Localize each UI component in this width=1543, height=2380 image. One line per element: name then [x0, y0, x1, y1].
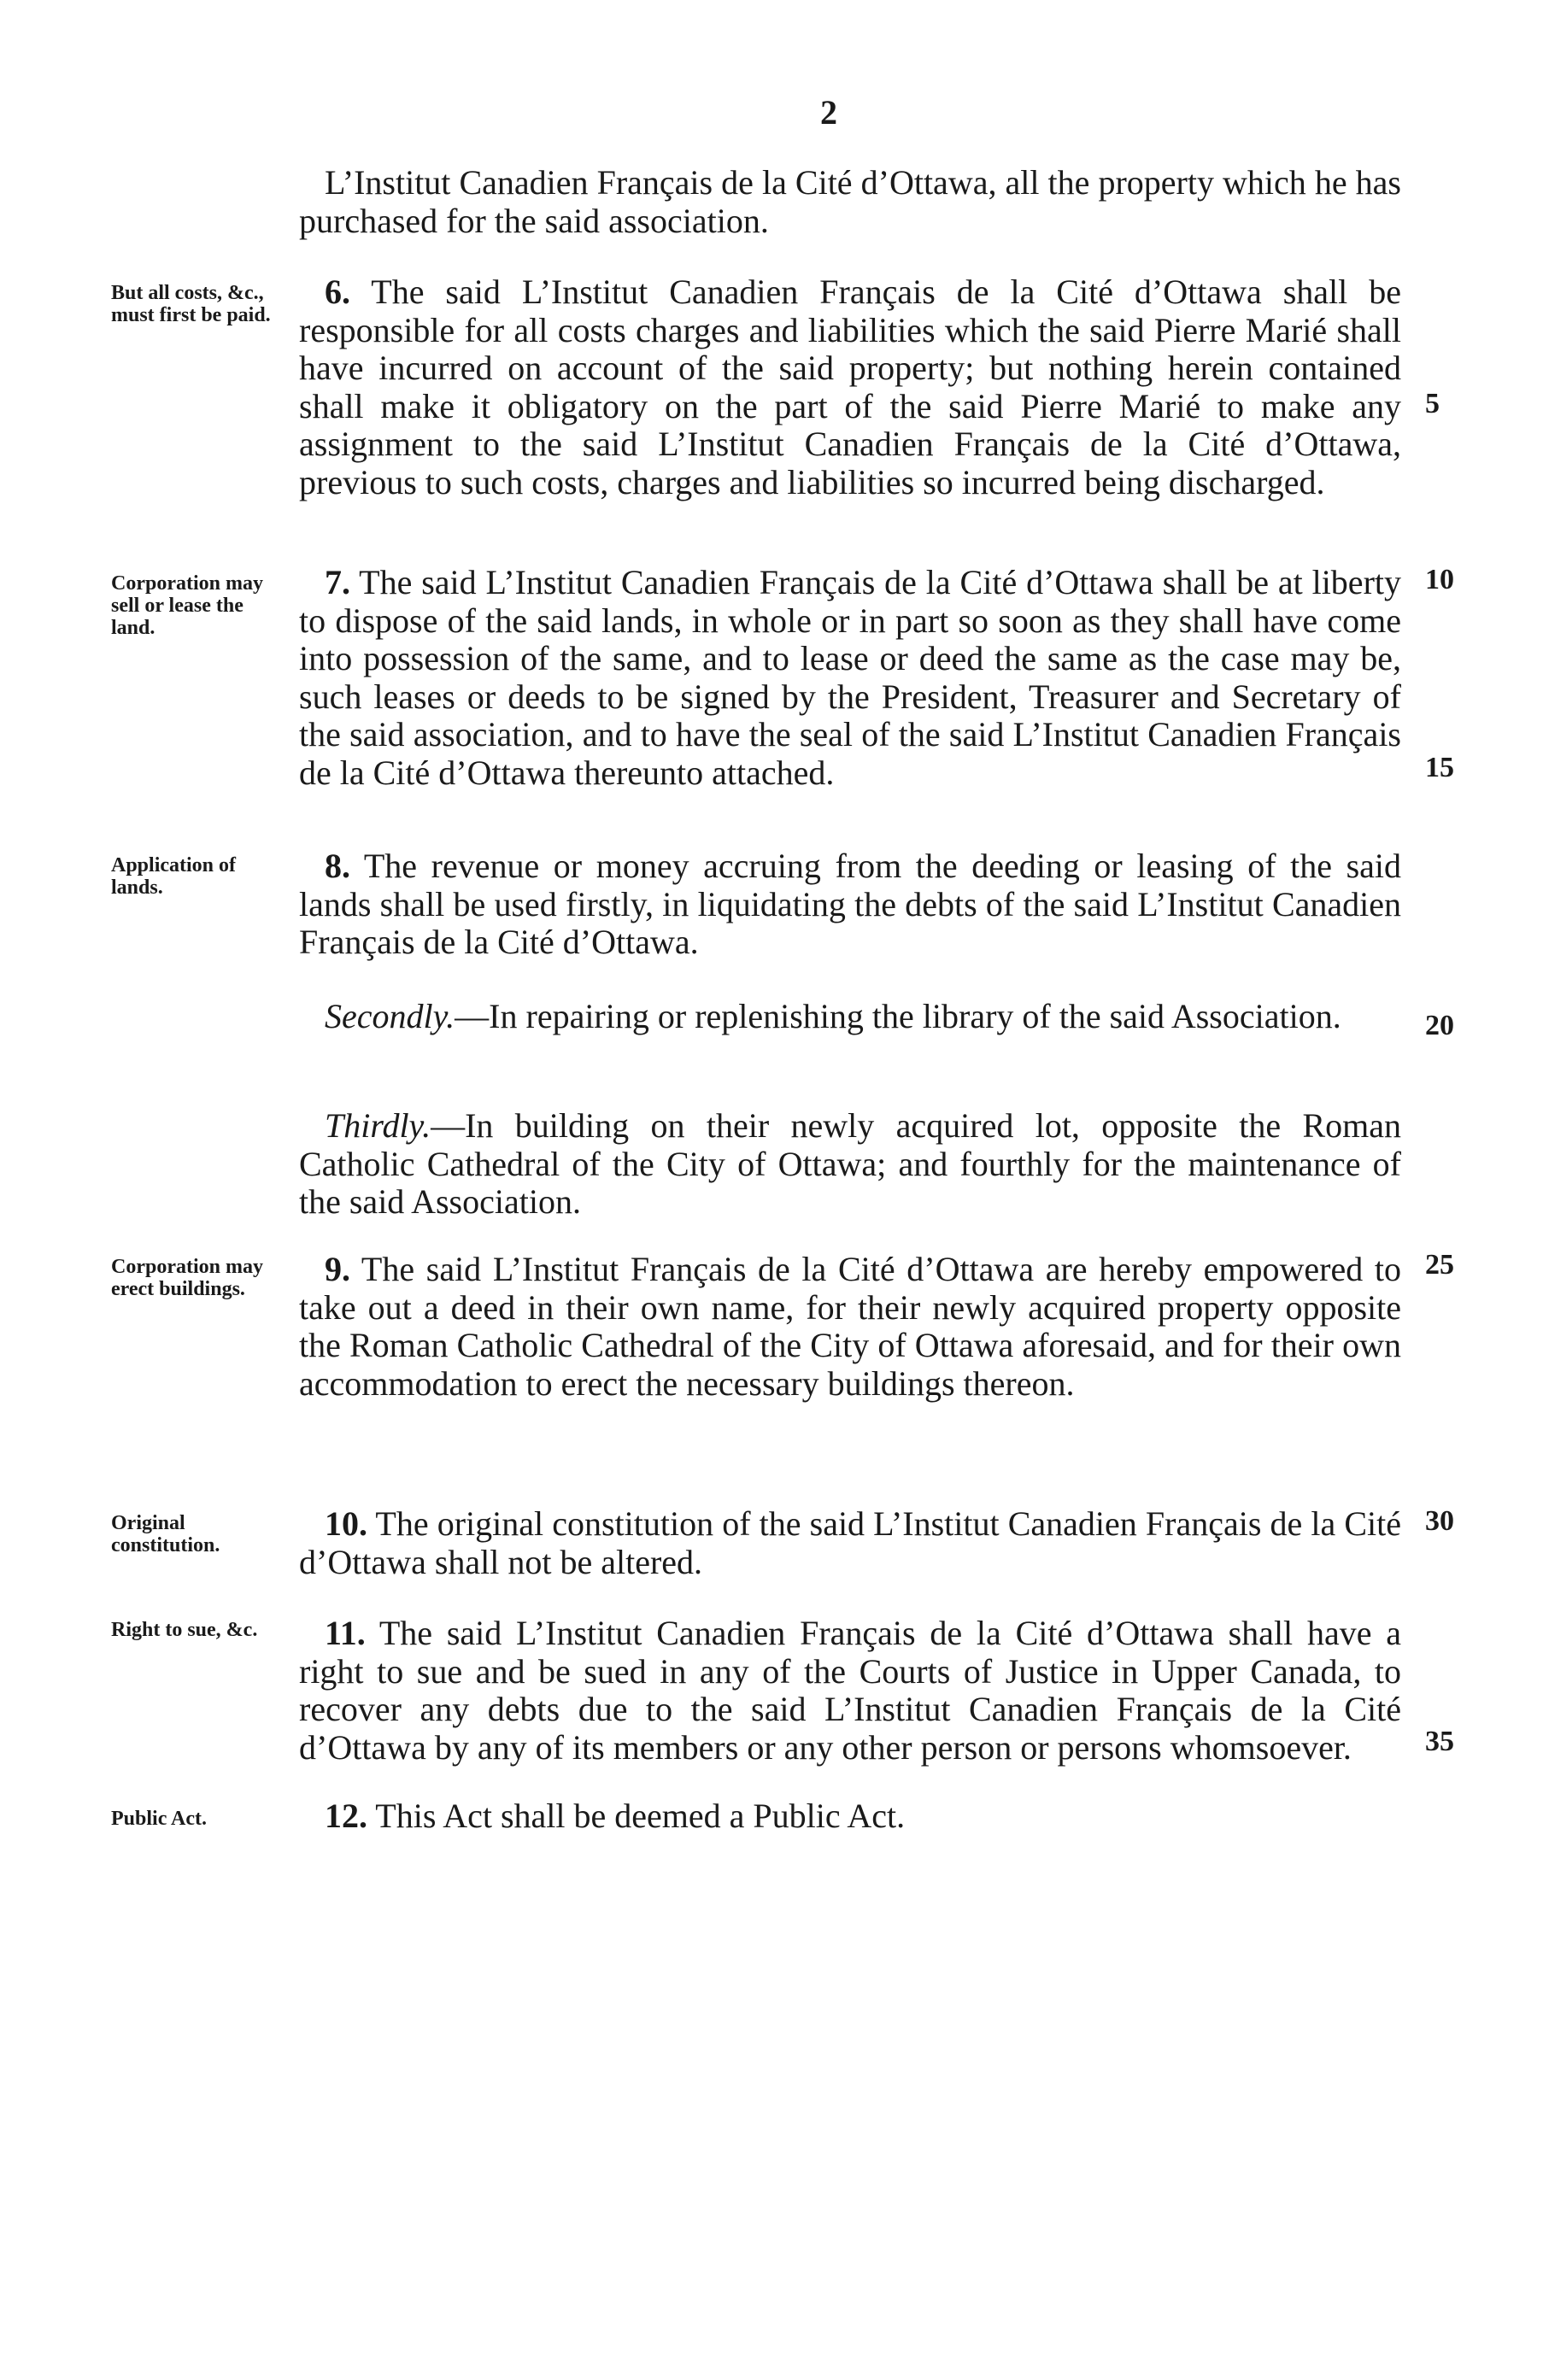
section-6 — [299, 273, 1401, 501]
section-8 — [299, 847, 1401, 962]
section-7-text: The said L’Institut Canadien Français de la Cité d’Ottawa shall be at liberty to dispose of the said lands, in whole or in part so soon as they shall have come into possession of the same, and to lease or deed the same as the case may be, such leases or deeds to be signed by the President, Treasurer and Secretary of the said association, and to have the seal of the said L’Institut Canadien Français de la Cité d’Ottawa thereunto attached. — [299, 563, 1401, 792]
margin-note-section-12: Public Act. — [111, 1808, 207, 1830]
section-8-text: The revenue or money accruing from the deeding or leasing of the said lands shall be used firstly, in liquidating the debts of the said L’Institut Canadien Français de la Cité d’Ottawa. — [299, 847, 1402, 961]
section-10 — [299, 1505, 1401, 1581]
line-number-30: 30 — [1425, 1505, 1454, 1537]
section-10-text: The original constitution of the said L’Institut Canadien Français de la Cité d’Ottawa shall not be altered. — [299, 1504, 1401, 1581]
margin-note-section-7: Corporation may sell or lease the land. — [111, 572, 263, 639]
secondly-paragraph — [299, 998, 1401, 1036]
section-11-text: The said L’Institut Canadien Français de la Cité d’Ottawa shall have a right to sue and be sued in any of the Courts of Justice in Upper Canada, to recover any debts due to the said L’Institut Canadien Français de la Cité d’Ottawa by any of its members or any other person or persons whomsoever. — [299, 1614, 1401, 1767]
section-9-number: 9. — [325, 1250, 350, 1288]
line-number-5: 5 — [1425, 388, 1440, 419]
section-8-number: 8. — [325, 847, 350, 885]
section-6-text: The said L’Institut Canadien Français de la Cité d’Ottawa shall be responsible for all costs charges and liabilities which the said Pierre Marié shall have incurred on account of the said property; but nothing herein contained shall make it obligatory on the part of the said Pierre Marié to make any assignment to the said L’Institut Canadien Français de la Cité d’Ottawa, previous to such costs, charges and liabilities so incurred being discharged. — [299, 273, 1402, 501]
line-number-35: 35 — [1425, 1726, 1454, 1757]
section-12-text: This Act shall be deemed a Public Act. — [375, 1797, 906, 1835]
section-6-number: 6. — [325, 273, 350, 311]
section-7-number: 7. — [325, 563, 350, 601]
section-12-number: 12. — [325, 1797, 367, 1835]
secondly-text: —In repairing or replenishing the library of the said Association. — [455, 997, 1341, 1035]
section-11 — [299, 1615, 1401, 1767]
section-10-number: 10. — [325, 1504, 367, 1543]
thirdly-lead: Thirdly. — [325, 1106, 431, 1145]
thirdly-text: —In building on their newly acquired lot, opposite the Roman Catholic Cathedral of the City of Ottawa; and fourthly for the maintenance of the said Association. — [299, 1106, 1401, 1221]
line-number-15: 15 — [1425, 752, 1454, 783]
line-number-10: 10 — [1425, 564, 1454, 595]
section-11-number: 11. — [325, 1614, 366, 1652]
margin-note-section-9: Corporation may erect buildings. — [111, 1256, 263, 1300]
section-9 — [299, 1251, 1401, 1403]
section-12 — [299, 1797, 1401, 1836]
thirdly-paragraph — [299, 1107, 1401, 1222]
secondly-lead: Secondly. — [325, 997, 455, 1035]
section-9-text: The said L’Institut Français de la Cité d’Ottawa are hereby empowered to take out a deed in their own name, for their newly acquired property opposite the Roman Catholic Cathedral of the City of Ottawa aforesaid, and for their own accommodation to erect the necessary buildings thereon. — [299, 1250, 1401, 1403]
margin-note-section-11: Right to sue, &c. — [111, 1619, 258, 1641]
line-number-25: 25 — [1425, 1249, 1454, 1281]
section-7 — [299, 564, 1401, 792]
line-number-20: 20 — [1425, 1010, 1454, 1041]
margin-note-section-6: But all costs, &c., must first be paid. — [111, 282, 271, 326]
page-number: 2 — [820, 93, 837, 132]
margin-note-section-8: Application of lands. — [111, 854, 237, 899]
margin-note-section-10: Original constitution. — [111, 1512, 220, 1556]
intro-paragraph: L’Institut Canadien Français de la Cité d’Ottawa, all the property which he has purchased for the said association. — [299, 163, 1401, 240]
